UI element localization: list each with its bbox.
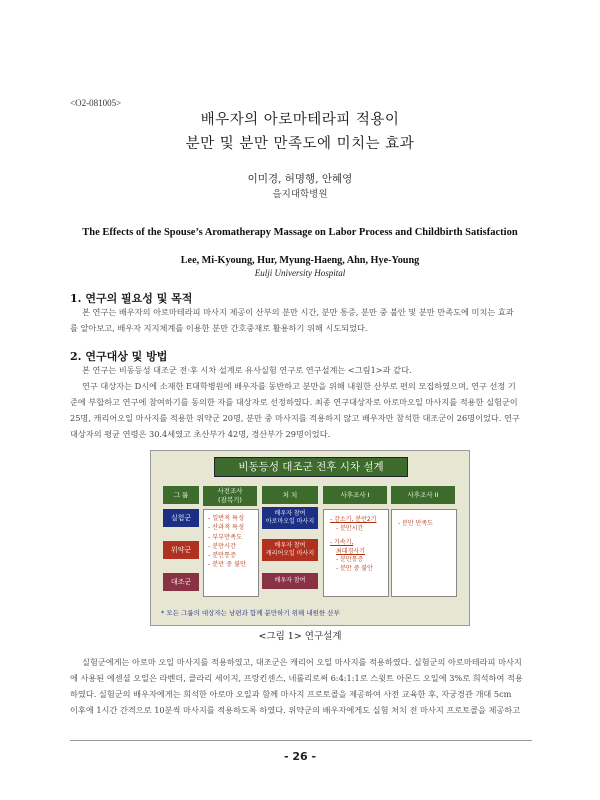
pretest-list — [204, 510, 258, 570]
posttest1-item: - 분만시간 — [336, 524, 364, 532]
treatment-placebo-line2: 캐리어오일 마사지 — [265, 550, 315, 557]
pretest-item: - 부부만족도 — [208, 533, 243, 541]
header-treatment — [262, 486, 318, 504]
section1-body — [70, 304, 532, 336]
treatment-control-label: 배우자 참여 — [274, 577, 306, 584]
posttest2-item: - 분만 만족도 — [398, 520, 433, 527]
bottom-body — [70, 654, 532, 718]
header-pretest — [203, 486, 257, 506]
header-posttest2 — [391, 486, 455, 504]
group-placebo: 위약군 — [163, 541, 199, 559]
group-experimental: 실험군 — [163, 509, 199, 527]
research-design-figure — [150, 450, 470, 626]
header-group — [163, 486, 199, 504]
korean-affiliation: 을지대학병원 — [272, 189, 328, 200]
treatment-placebo — [262, 539, 318, 561]
figure-caption: <그림 1> 연구설계 — [258, 631, 342, 642]
bottom-line: 실험군에게는 아로마 오일 마사지를 적용하였고, 대조군은 캐리어 오일 마사지를 적용하였다. 실험군의 아로마테라피 마사지 — [82, 657, 522, 667]
group-control: 대조군 — [163, 573, 199, 591]
posttest1-item: - 감소기, 분만2기 — [330, 516, 377, 523]
pretest-item: - 일반적 특성 — [208, 515, 245, 522]
pretest-item: - 분만시간 — [208, 542, 237, 550]
figure-title: 비동등성 대조군 전후 시차 설계 — [214, 457, 408, 477]
header-group-label: 그 룹 — [173, 490, 189, 499]
pretest-item: - 분만 중 불안 — [208, 561, 247, 569]
english-authors: Lee, Mi-Kyoung, Hur, Myung-Haeng, Ahn, Hye-Young — [180, 255, 420, 266]
posttest1-box — [323, 509, 389, 597]
korean-authors: 이미경, 허명행, 안혜영 — [247, 173, 353, 185]
treatment-experimental-line1: 배우자 참여 — [274, 510, 306, 517]
section1-line: 를 알아보고, 배우자 지지체계를 이용한 분만 간호중재로 활용하기 위해 시도되었다. — [70, 323, 368, 333]
footer-divider — [70, 740, 532, 741]
section2-line: 대상자의 평균 연령은 30.4세였고 초산부가 42명, 경산부가 29명이었다. — [70, 429, 331, 439]
bottom-line: 하였다. 실험군의 배우자에게는 희석한 아로마 오일과 함께 마사지 프로토콜을 제공하여 사전 교육한 후, 자궁경관 개대 5cm — [70, 689, 512, 699]
posttest1-item: - 분만 중 불안 — [336, 564, 373, 572]
pretest-box — [203, 509, 259, 597]
section1-line: 본 연구는 배우자의 아로마테라피 마사지 제공이 산부의 분만 시간, 분만 통증, 분만 중 불안 및 분만 만족도에 미치는 효과 — [82, 307, 514, 317]
section2-line: 본 연구는 비동등성 대조군 전·후 시차 설계로 유사실험 연구로 연구설계는 <그림1>과 같다. — [82, 365, 412, 375]
english-title: The Effects of the Spouse’s Aromatherapy Massage on Labor Process and Childbirth Satisfaction — [82, 227, 518, 238]
english-affiliation: Eulji University Hospital — [254, 268, 346, 278]
header-posttest2-label: 사후조사 II — [407, 490, 439, 499]
bottom-line: 이후에 1시간 간격으로 10분씩 마사지를 적용하도록 하였다. 위약군의 배우자에게도 실험 처치 전 마사지 프로토콜을 제공하고 — [70, 705, 521, 715]
header-pretest-sublabel: (잠복기) — [218, 496, 242, 504]
header-pretest-label: 사전조사 — [217, 487, 243, 495]
treatment-experimental — [262, 507, 318, 529]
korean-title-line2: 분만 및 분만 만족도에 미치는 효과 — [185, 136, 415, 152]
page-number: - 26 - — [283, 750, 317, 763]
section2-body — [70, 362, 532, 442]
treatment-control — [262, 573, 318, 589]
section2-line: 25명, 캐리어오일 마사지를 적용한 위약군 20명, 분만 중 마사지를 적용하지 않고 배우자만 참석한 대조군이 26명이었다. 연구 — [70, 413, 520, 423]
pretest-item: - 분만통증 — [208, 552, 237, 560]
korean-title-line1: 배우자의 아로마테라피 적용이 — [200, 112, 400, 128]
header-posttest1 — [323, 486, 387, 504]
pretest-item: - 산과적 특성 — [208, 524, 245, 532]
bottom-line: 에 사용된 에센셜 오일은 라벤더, 클라리 세이지, 프랑킨센스, 네롤리로써 6:4:1:1로 스윗트 아몬드 오일에 3%로 희석하여 적용 — [70, 673, 523, 683]
section2-line: 준에 부합하고 연구에 참여하기를 동의한 자를 대상자로 선정하였다. 최종 연구대상자로 아로마오일 마사지를 적용한 실험군이 — [70, 397, 518, 407]
figure-note: * 모든 그룹의 대상자는 남편과 함께 분만하기 위해 내원한 산부 — [161, 609, 340, 617]
posttest2-box — [391, 509, 457, 597]
treatment-experimental-line2: 아로마오일 마사지 — [265, 518, 315, 525]
paper-code: <O2-081005> — [70, 98, 122, 108]
section1-heading: 1. 연구의 필요성 및 목적 — [70, 292, 193, 305]
section2-line: 연구 대상자는 D시에 소재한 E대학병원에 배우자를 동반하고 분만을 위해 내원한 산부로 편의 모집하였으며, 연구 선정 기 — [82, 381, 516, 391]
posttest1-item: - 가속기, — [330, 539, 354, 546]
treatment-placebo-line1: 배우자 참여 — [274, 542, 306, 549]
section2-heading: 2. 연구대상 및 방법 — [70, 350, 168, 363]
header-posttest1-label: 사후조사 I — [340, 490, 370, 499]
posttest1-item: 최대경사기 — [336, 547, 365, 555]
posttest1-item: - 분만통증 — [336, 556, 364, 563]
header-treatment-label: 처 치 — [282, 490, 298, 499]
